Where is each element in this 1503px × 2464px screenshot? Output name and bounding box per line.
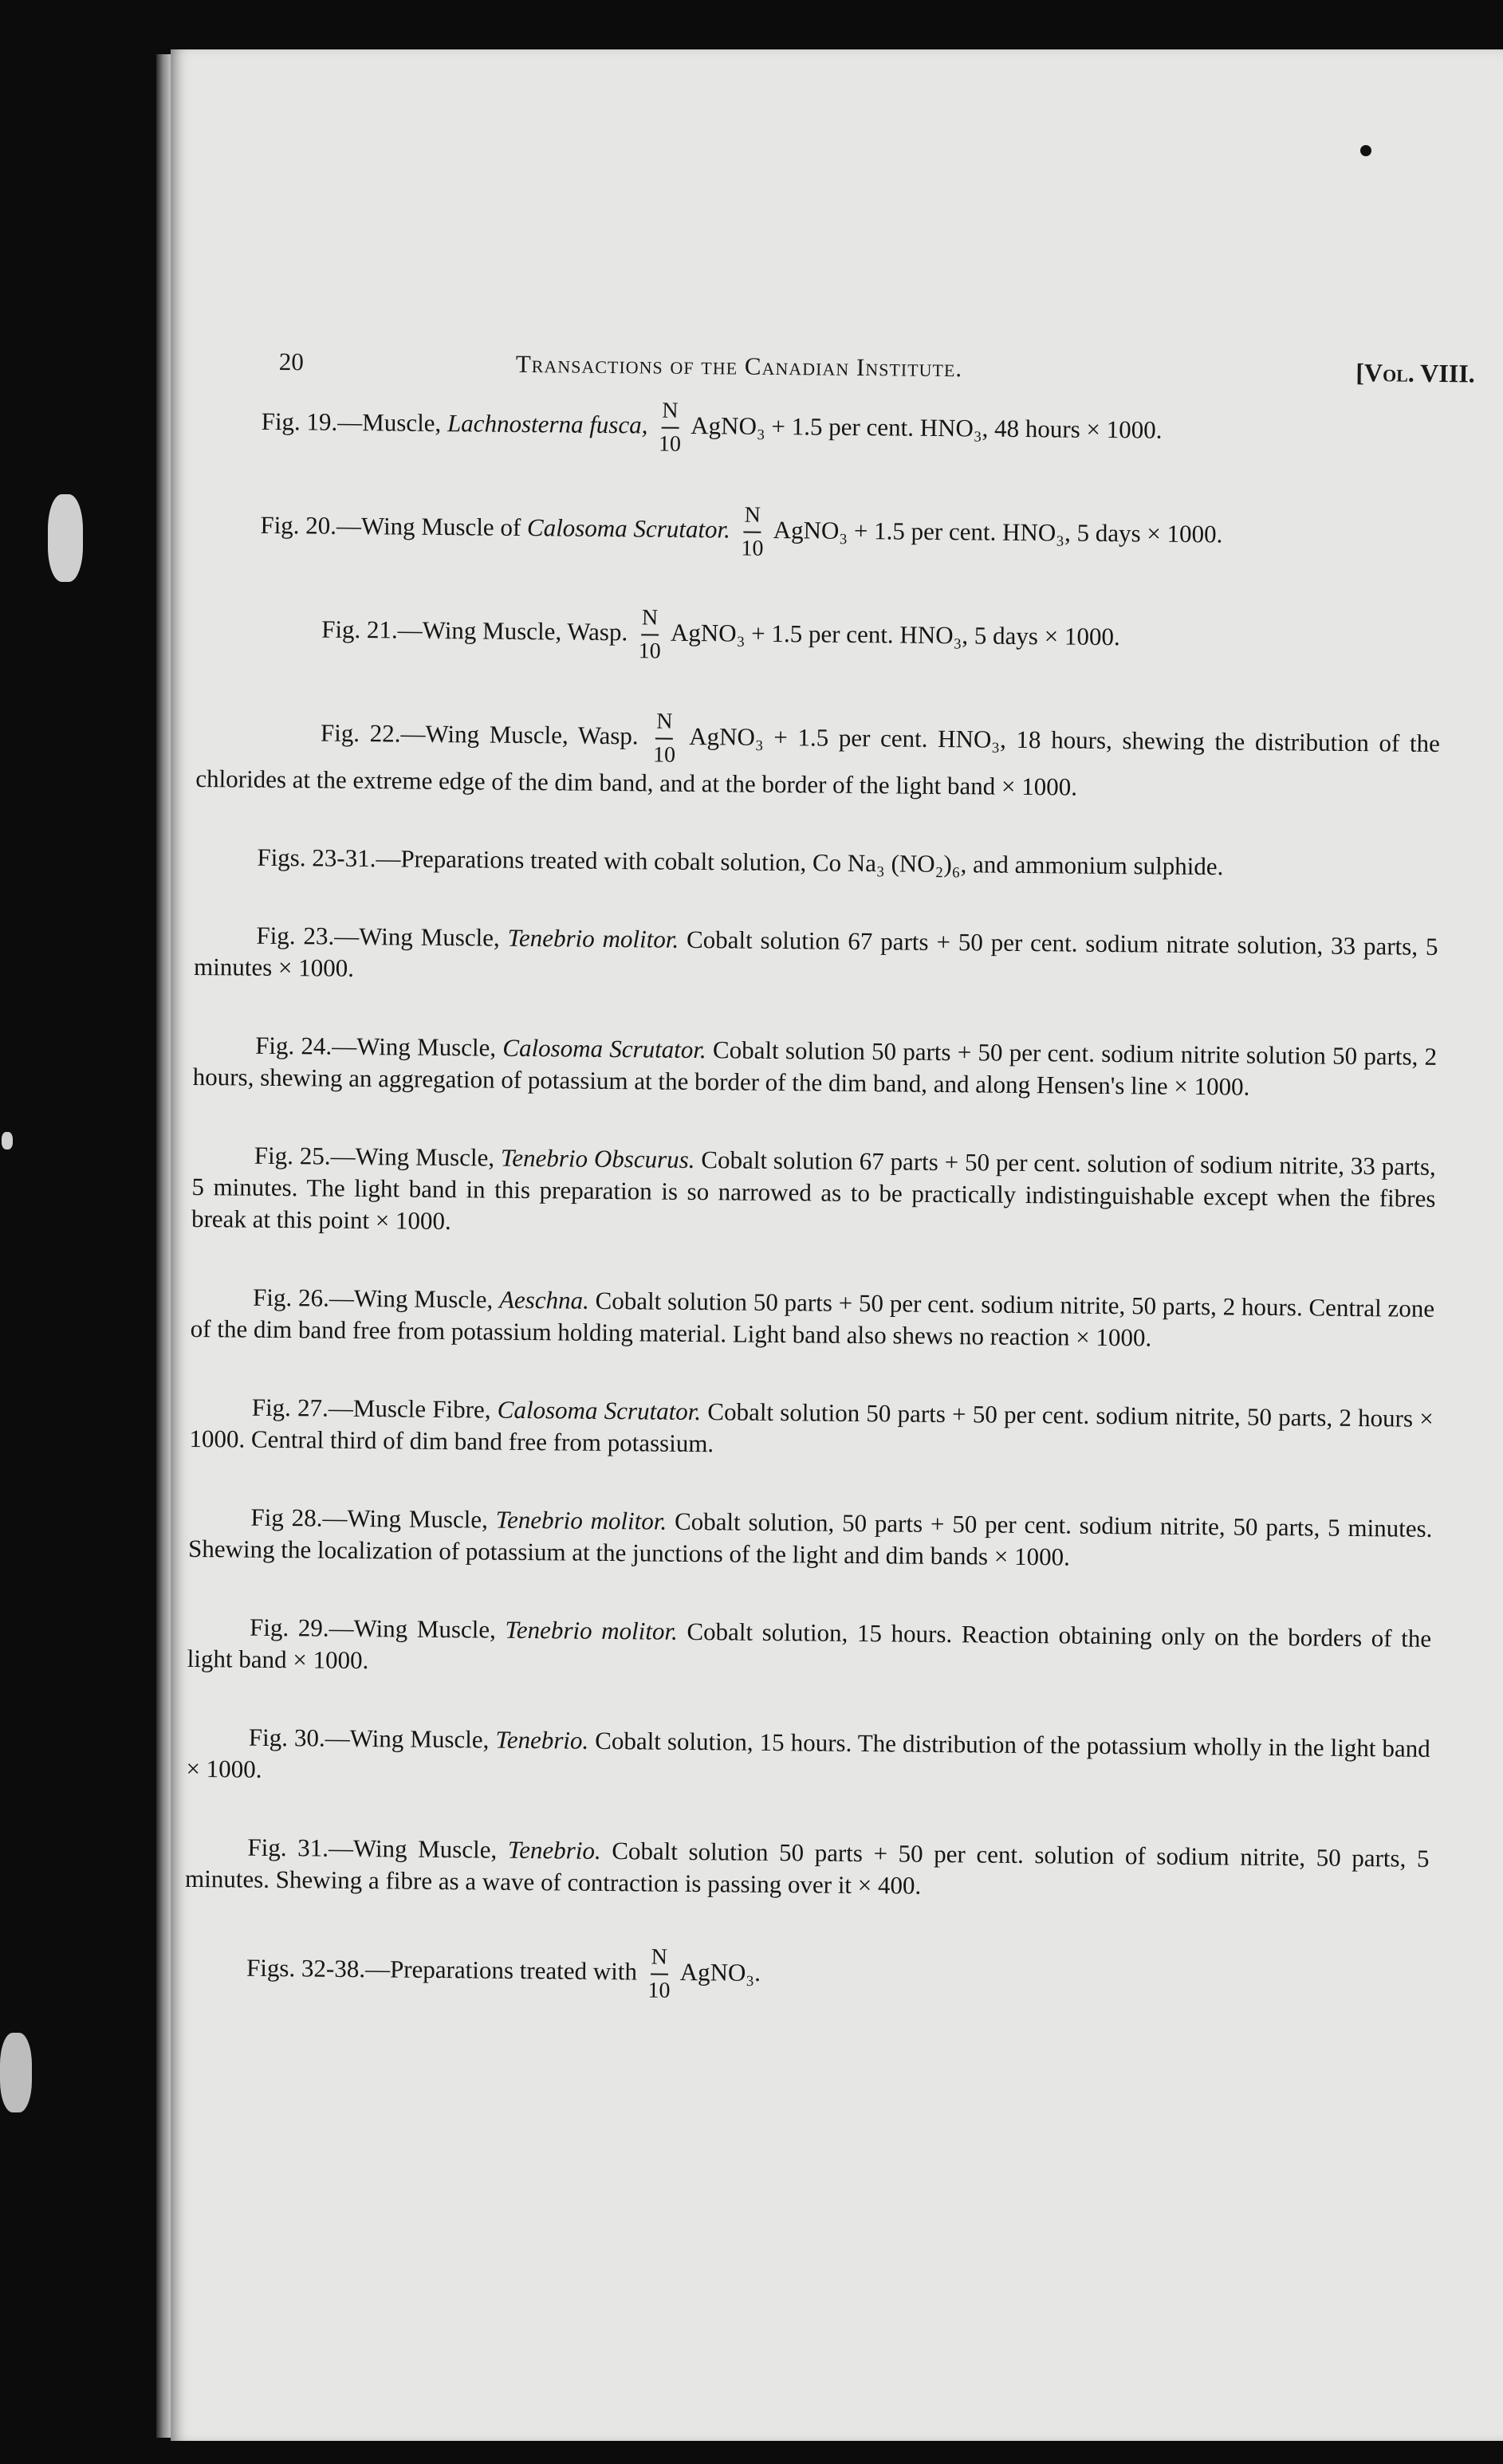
fraction: $\frac{N}{10}$ bbox=[638, 605, 661, 664]
caption-fig-29: Fig. 29.—Wing Muscle, Tenebrio molitor. Cobalt solution, 15 hours. Reaction obtaining only on the borders of the light band × 1000. bbox=[187, 1613, 1432, 1675]
journal-title: Transactions of the Canadian Institute. bbox=[515, 349, 963, 383]
edge-speck bbox=[48, 494, 83, 582]
caption-fig-23: Fig. 23.—Wing Muscle, Tenebrio molitor. Cobalt solution 67 parts + 50 per cent. sodium nitrate solution, 33 parts, 5 minutes × 1000. bbox=[193, 921, 1438, 982]
fraction: $\frac{N}{10}$ bbox=[647, 1944, 671, 2003]
caption-figs-23-31: Figs. 23-31.—Preparations treated with cobalt solution, Co Na₃ (NO₂)₆, and ammonium sulphide. bbox=[257, 843, 1224, 881]
book-spine bbox=[156, 54, 172, 2438]
fraction: $\frac{N}{10}$ bbox=[741, 502, 764, 561]
caption-fig-24: Fig. 24.—Wing Muscle, Calosoma Scrutator. Cobalt solution 50 parts + 50 per cent. sodium nitrite solution 50 parts, 2 hours, shewing an aggregation of potassium at the border of the dim band, and along Hensen's line × 1000. bbox=[192, 1031, 1438, 1101]
figure-captions bbox=[183, 395, 1443, 2057]
fraction: $\frac{N}{10}$ bbox=[652, 709, 676, 768]
caption-fig-31: Fig. 31.—Wing Muscle, Tenebrio. Cobalt solution 50 parts + 50 per cent. solution of sodium nitrite, 50 parts, 5 minutes. Shewing a fibre as a wave of contraction is passing over it × 400. bbox=[184, 1833, 1430, 1900]
caption-fig-19: Fig. 19.—Muscle, Lachnosterna fusca, $\frac{N}{10}$ AgNO₃ + 1.5 per cent. HNO₃, 48 hours × 1000. bbox=[261, 398, 1163, 457]
volume-label: [Vol. VIII. bbox=[1355, 357, 1475, 388]
caption-fig-27: Fig. 27.—Muscle Fibre, Calosoma Scrutator. Cobalt solution 50 parts + 50 per cent. sodium nitrite, 50 parts, 2 hours × 1000. Central third of dim band free from potassium. bbox=[189, 1393, 1434, 1458]
caption-fig-26: Fig. 26.—Wing Muscle, Aeschna. Cobalt solution 50 parts + 50 per cent. sodium nitrite, 50 parts, 2 hours. Central zone of the dim band free from potassium holding material. Light band also shews no reaction × 1000. bbox=[190, 1283, 1435, 1352]
page-number: 20 bbox=[278, 348, 304, 376]
edge-speck bbox=[2, 1132, 13, 1149]
ink-dot bbox=[1360, 145, 1371, 156]
caption-fig-28: Fig 28.—Wing Muscle, Tenebrio molitor. Cobalt solution, 50 parts + 50 per cent. sodium nitrite, 50 parts, 5 minutes. Shewing the localization of potassium at the junctions of the light and dim bands × 1000. bbox=[187, 1503, 1433, 1571]
edge-speck bbox=[0, 2033, 32, 2112]
caption-fig-21: Fig. 21.—Wing Muscle, Wasp. $\frac{N}{10}$ AgNO₃ + 1.5 per cent. HNO₃, 5 days × 1000. bbox=[321, 605, 1120, 664]
caption-fig-22: Fig. 22.—Wing Muscle, Wasp. $\frac{N}{10}$ AgNO₃ + 1.5 per cent. HNO₃, 18 hours, shewing the distribution of the chlorides at the extreme edge of the dim band, and at the border of the light band × 1000. bbox=[195, 709, 1441, 801]
caption-fig-25: Fig. 25.—Wing Muscle, Tenebrio Obscurus. Cobalt solution 67 parts + 50 per cent. solution of sodium nitrite, 33 parts, 5 minutes. The light band in this preparation is so narrowed as to be practically indistinguishable except when the fibres break at this point × 1000. bbox=[191, 1141, 1436, 1236]
caption-fig-20: Fig. 20.—Wing Muscle of Calosoma Scrutator. $\frac{N}{10}$ AgNO₃ + 1.5 per cent. HNO₃, 5 days × 1000. bbox=[260, 502, 1223, 561]
caption-figs-32-38: Figs. 32-38.—Preparations treated with $\frac{N}{10}$ AgNO₃. bbox=[246, 1944, 761, 2003]
caption-fig-30: Fig. 30.—Wing Muscle, Tenebrio. Cobalt solution, 15 hours. The distribution of the potassium wholly in the light band × 1000. bbox=[186, 1723, 1430, 1783]
fraction: $\frac{N}{10}$ bbox=[658, 398, 682, 457]
